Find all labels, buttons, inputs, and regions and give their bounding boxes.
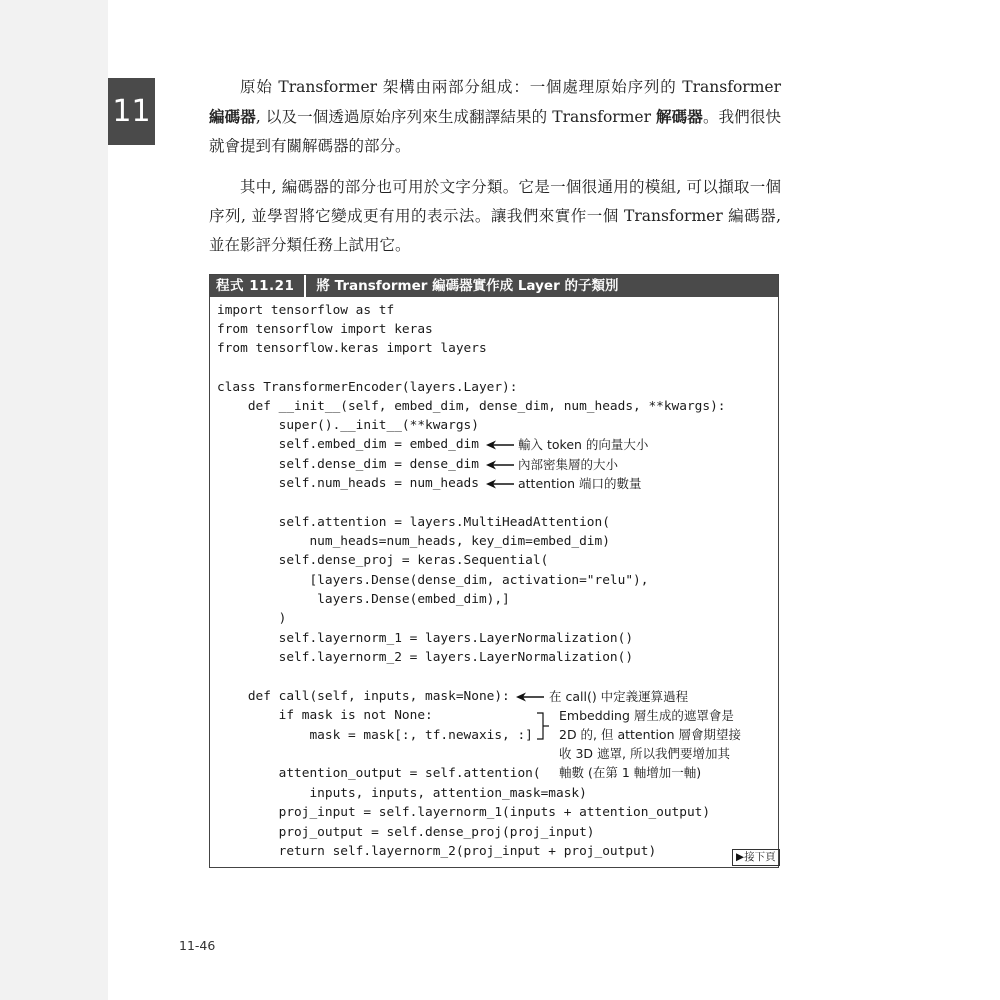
annotation-call: 在 call() 中定義運算過程	[549, 689, 689, 704]
code-line: proj_input = self.layernorm_1(inputs + attention_output)	[217, 805, 711, 820]
code-line: layers.Dense(embed_dim),]	[217, 592, 510, 607]
chapter-tab: 11	[108, 78, 155, 145]
annotation-mask: Embedding 層生成的遮罩會是 2D 的, 但 attention 層會期望接 收 3D 遮罩, 所以我們要增加其 軸數 (在第 1 軸增加一軸)	[559, 708, 741, 780]
annotation-dense-dim: 內部密集層的大小	[518, 457, 619, 472]
page-number: 11-46	[179, 938, 216, 953]
paragraph-2: 其中, 編碼器的部分也可用於文字分類。它是一個很通用的模組, 可以擷取一個序列, 並學習將它變成更有用的表示法。讓我們來實作一個 Transformer 編碼器, 並在影評分類任務上試用它。	[209, 178, 781, 254]
code-line: mask = mask[:, tf.newaxis, :]	[217, 728, 533, 743]
annotation-embed-dim: 輸入 token 的向量大小	[518, 437, 649, 452]
code-line: def __init__(self, embed_dim, dense_dim, num_heads, **kwargs):	[217, 399, 726, 414]
code-line: attention_output = self.attention(	[217, 766, 541, 781]
code-line: proj_output = self.dense_proj(proj_input)	[217, 825, 595, 840]
annotation-num-heads: attention 端口的數量	[518, 476, 642, 491]
code-line: from tensorflow.keras import layers	[217, 341, 487, 356]
code-line: if mask is not None:	[217, 708, 433, 723]
bracket-icon	[536, 712, 550, 742]
arrow-left-icon	[516, 690, 546, 704]
code-line: self.layernorm_1 = layers.LayerNormalization()	[217, 631, 634, 646]
left-margin	[0, 0, 108, 1000]
code-line: self.num_heads = num_heads	[217, 476, 479, 491]
code-line: )	[217, 611, 287, 626]
arrow-left-icon	[486, 438, 516, 452]
code-line: self.dense_proj = keras.Sequential(	[217, 553, 549, 568]
code-line: self.attention = layers.MultiHeadAttention(	[217, 515, 610, 530]
code-line: import tensorflow as tf	[217, 303, 395, 318]
code-line: def call(self, inputs, mask=None):	[217, 689, 510, 704]
code-listing	[209, 274, 779, 868]
code-line: self.embed_dim = embed_dim	[217, 437, 479, 452]
paragraph-1	[209, 73, 781, 161]
arrow-left-icon	[486, 458, 516, 472]
code-line: class TransformerEncoder(layers.Layer):	[217, 380, 518, 395]
term-decoder: 解碼器	[656, 107, 703, 126]
paragraph-1-text-c: 。我們很快就會提到有關解碼器的部分。	[209, 108, 781, 155]
listing-label: 程式 11.21	[210, 275, 306, 297]
code-line: [layers.Dense(dense_dim, activation="relu"),	[217, 573, 649, 588]
code-line: self.layernorm_2 = layers.LayerNormalization()	[217, 650, 634, 665]
code-line: super().__init__(**kwargs)	[217, 418, 479, 433]
code-line: num_heads=num_heads, key_dim=embed_dim)	[217, 534, 610, 549]
paragraph-1-text-b: , 以及一個透過原始序列來生成翻譯結果的 Transformer	[255, 108, 657, 126]
code-line: inputs, inputs, attention_mask=mask)	[217, 786, 587, 801]
listing-title: 將 Transformer 編碼器實作成 Layer 的子類別	[316, 278, 619, 294]
term-encoder: 編碼器	[209, 107, 256, 126]
arrow-left-icon	[486, 477, 516, 491]
continue-next-page-badge: ▶接下頁	[732, 849, 780, 866]
code-line: self.dense_dim = dense_dim	[217, 457, 479, 472]
code-line: from tensorflow import keras	[217, 322, 433, 337]
paragraph-1-text-a: 原始 Transformer 架構由兩部分組成：一個處理原始序列的 Transformer	[240, 78, 781, 96]
code-line: return self.layernorm_2(proj_input + proj_output)	[217, 844, 657, 859]
listing-header	[210, 275, 778, 297]
